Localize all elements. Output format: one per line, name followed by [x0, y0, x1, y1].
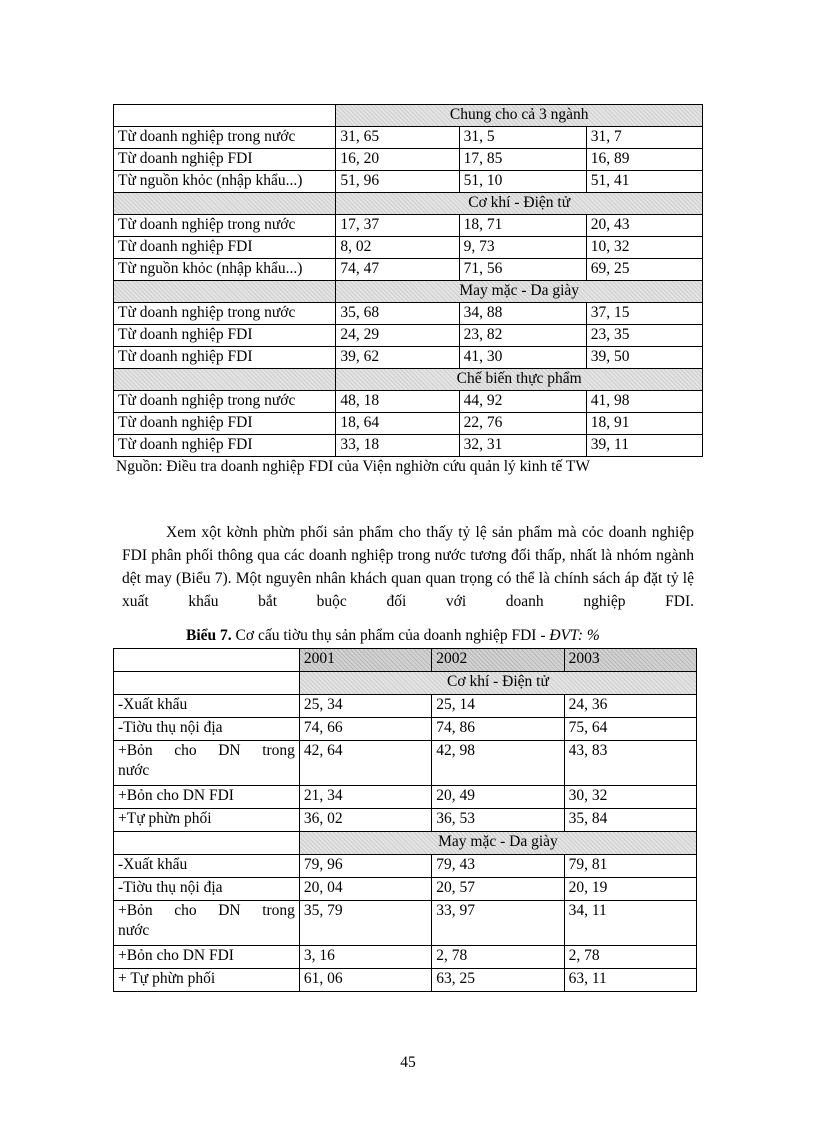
row-label: [114, 741, 300, 786]
value-cell: 8, 02: [336, 237, 459, 259]
value-cell: 33, 97: [432, 901, 564, 946]
value-cell: 23, 82: [459, 325, 586, 347]
value-cell: 21, 34: [299, 786, 431, 809]
table-row: [114, 127, 703, 149]
section-blank: [114, 369, 336, 391]
value-cell: 71, 56: [459, 259, 586, 281]
table-row: [114, 969, 697, 992]
section-blank: [114, 281, 336, 303]
value-cell: 34, 88: [459, 303, 586, 325]
value-cell: 20, 49: [432, 786, 564, 809]
section-blank: [114, 193, 336, 215]
value-cell: 18, 91: [586, 413, 702, 435]
value-cell: 20, 43: [586, 215, 702, 237]
row-label: Từ doanh nghiệp trong nước: [114, 127, 336, 149]
value-cell: 63, 11: [564, 969, 696, 992]
row-label-line: nước: [118, 922, 150, 939]
value-cell: 43, 83: [564, 741, 696, 786]
section-row: [114, 369, 703, 391]
row-label: Từ doanh nghiệp trong nước: [114, 215, 336, 237]
row-label: Từ doanh nghiệp FDI: [114, 149, 336, 171]
row-label: Từ doanh nghiệp FDI: [114, 237, 336, 259]
table-row: [114, 303, 703, 325]
value-cell: 79, 43: [432, 855, 564, 878]
value-cell: 51, 41: [586, 171, 702, 193]
value-cell: 16, 89: [586, 149, 702, 171]
value-cell: 36, 02: [299, 809, 431, 832]
value-cell: 10, 32: [586, 237, 702, 259]
table1-header-row: [114, 105, 703, 127]
value-cell: 31, 7: [586, 127, 702, 149]
value-cell: 30, 32: [564, 786, 696, 809]
row-label: +Tự phừn phối: [114, 809, 300, 832]
caption-text: Cơ cấu tiờu thụ sản phẩm của doanh nghiệp FDI -: [231, 627, 550, 644]
value-cell: 39, 62: [336, 347, 459, 369]
table-row: [114, 325, 703, 347]
value-cell: 24, 36: [564, 695, 696, 718]
value-cell: 3, 16: [299, 946, 431, 969]
row-label: +Bỏn cho DN FDI: [114, 786, 300, 809]
value-cell: 23, 35: [586, 325, 702, 347]
section-title: May mặc - Da giày: [299, 832, 696, 855]
row-label: Từ doanh nghiệp FDI: [114, 413, 336, 435]
table2-year-row: [114, 649, 697, 672]
value-cell: 74, 47: [336, 259, 459, 281]
row-label: Từ doanh nghiệp trong nước: [114, 391, 336, 413]
value-cell: 42, 98: [432, 741, 564, 786]
value-cell: 35, 68: [336, 303, 459, 325]
value-cell: 39, 50: [586, 347, 702, 369]
table-row: [114, 237, 703, 259]
value-cell: 25, 34: [299, 695, 431, 718]
section-row: [114, 672, 697, 695]
section-row: [114, 193, 703, 215]
row-label: [114, 901, 300, 946]
value-cell: 20, 57: [432, 878, 564, 901]
value-cell: 61, 06: [299, 969, 431, 992]
section-row: [114, 832, 697, 855]
row-label: -Xuất khẩu: [114, 695, 300, 718]
value-cell: 9, 73: [459, 237, 586, 259]
value-cell: 74, 66: [299, 718, 431, 741]
value-cell: 41, 98: [586, 391, 702, 413]
row-label: Từ doanh nghiệp FDI: [114, 347, 336, 369]
caption-label: Biểu 7.: [186, 627, 232, 644]
row-label: Từ nguồn khỏc (nhập khẩu...): [114, 259, 336, 281]
value-cell: 48, 18: [336, 391, 459, 413]
table-row: [114, 855, 697, 878]
section-title: Cơ khí - Điện tử: [299, 672, 696, 695]
value-cell: 51, 96: [336, 171, 459, 193]
table-row: [114, 741, 697, 786]
row-label: +Bỏn cho DN FDI: [114, 946, 300, 969]
row-label: Từ doanh nghiệp trong nước: [114, 303, 336, 325]
year-header: 2002: [432, 649, 564, 672]
section-row: [114, 281, 703, 303]
value-cell: 32, 31: [459, 435, 586, 457]
row-label: + Tự phừn phối: [114, 969, 300, 992]
value-cell: 39, 11: [586, 435, 702, 457]
value-cell: 2, 78: [564, 946, 696, 969]
table-caption: [186, 627, 600, 645]
value-cell: 20, 19: [564, 878, 696, 901]
value-cell: 74, 86: [432, 718, 564, 741]
section-title: Cơ khí - Điện tử: [336, 193, 703, 215]
table-row: [114, 215, 703, 237]
value-cell: 69, 25: [586, 259, 702, 281]
row-label: -Tiờu thụ nội địa: [114, 718, 300, 741]
row-label: -Xuất khẩu: [114, 855, 300, 878]
table-row: [114, 878, 697, 901]
value-cell: 37, 15: [586, 303, 702, 325]
value-cell: 22, 76: [459, 413, 586, 435]
body-paragraph: [122, 521, 694, 613]
table-row: [114, 718, 697, 741]
row-label-line: nước: [118, 762, 150, 779]
year-header: 2003: [564, 649, 696, 672]
row-label: Từ doanh nghiệp FDI: [114, 325, 336, 347]
table1-header-blank: [114, 105, 336, 127]
value-cell: 25, 14: [432, 695, 564, 718]
page-number: 45: [400, 1054, 416, 1071]
row-label: -Tiờu thụ nội địa: [114, 878, 300, 901]
row-label: Từ nguồn khỏc (nhập khẩu...): [114, 171, 336, 193]
value-cell: 79, 96: [299, 855, 431, 878]
value-cell: 42, 64: [299, 741, 431, 786]
value-cell: 35, 84: [564, 809, 696, 832]
table-row: [114, 347, 703, 369]
table-row: [114, 695, 697, 718]
table-row: [114, 413, 703, 435]
value-cell: 34, 11: [564, 901, 696, 946]
value-cell: 24, 29: [336, 325, 459, 347]
value-cell: 75, 64: [564, 718, 696, 741]
value-cell: 41, 30: [459, 347, 586, 369]
value-cell: 16, 20: [336, 149, 459, 171]
value-cell: 63, 25: [432, 969, 564, 992]
value-cell: 17, 37: [336, 215, 459, 237]
section-blank: [114, 672, 300, 695]
row-label-line: +Bỏn cho DN trong: [118, 902, 295, 919]
value-cell: 44, 92: [459, 391, 586, 413]
year-header: 2001: [299, 649, 431, 672]
table-row: [114, 786, 697, 809]
row-label-line: +Bỏn cho DN trong: [118, 742, 295, 759]
value-cell: 17, 85: [459, 149, 586, 171]
value-cell: 36, 53: [432, 809, 564, 832]
table-row: [114, 171, 703, 193]
table-source-note: Nguồn: Điều tra doanh nghiệp FDI của Viện nghiờn cứu quản lý kinh tế TW: [116, 458, 590, 475]
row-label: Từ doanh nghiệp FDI: [114, 435, 336, 457]
value-cell: 31, 65: [336, 127, 459, 149]
value-cell: 18, 71: [459, 215, 586, 237]
fdi-consumption-table: [113, 648, 697, 992]
value-cell: 31, 5: [459, 127, 586, 149]
value-cell: 18, 64: [336, 413, 459, 435]
value-cell: 79, 81: [564, 855, 696, 878]
paragraph-text: Xem xột kờnh phừn phối sản phẩm cho thấy tỷ lệ sản phẩm mà cỏc doanh nghiệp FDI phân phối thông qua các doanh nghiệp trong nước tương đối thấp, nhất là nhóm ngành dệt may (Biểu 7). Một nguyên nhân khách quan quan trọng có thể là chính sách áp đặt tỷ lệ xuất khẩu bắt buộc đối với doanh nghiệp FDI.: [122, 524, 694, 610]
section-blank: [114, 832, 300, 855]
table-row: [114, 901, 697, 946]
value-cell: 20, 04: [299, 878, 431, 901]
value-cell: 2, 78: [432, 946, 564, 969]
table1-section-all: Chung cho cả 3 ngành: [336, 105, 703, 127]
section-title: May mặc - Da giày: [336, 281, 703, 303]
value-cell: 33, 18: [336, 435, 459, 457]
table-row: [114, 391, 703, 413]
table-row: [114, 149, 703, 171]
caption-unit: ĐVT: %: [549, 627, 600, 644]
table2-header-blank: [114, 649, 300, 672]
section-title: Chế biến thực phẩm: [336, 369, 703, 391]
table-row: [114, 946, 697, 969]
value-cell: 35, 79: [299, 901, 431, 946]
table-row: [114, 259, 703, 281]
table-row: [114, 435, 703, 457]
supply-source-table: [113, 104, 703, 457]
table-row: [114, 809, 697, 832]
value-cell: 51, 10: [459, 171, 586, 193]
